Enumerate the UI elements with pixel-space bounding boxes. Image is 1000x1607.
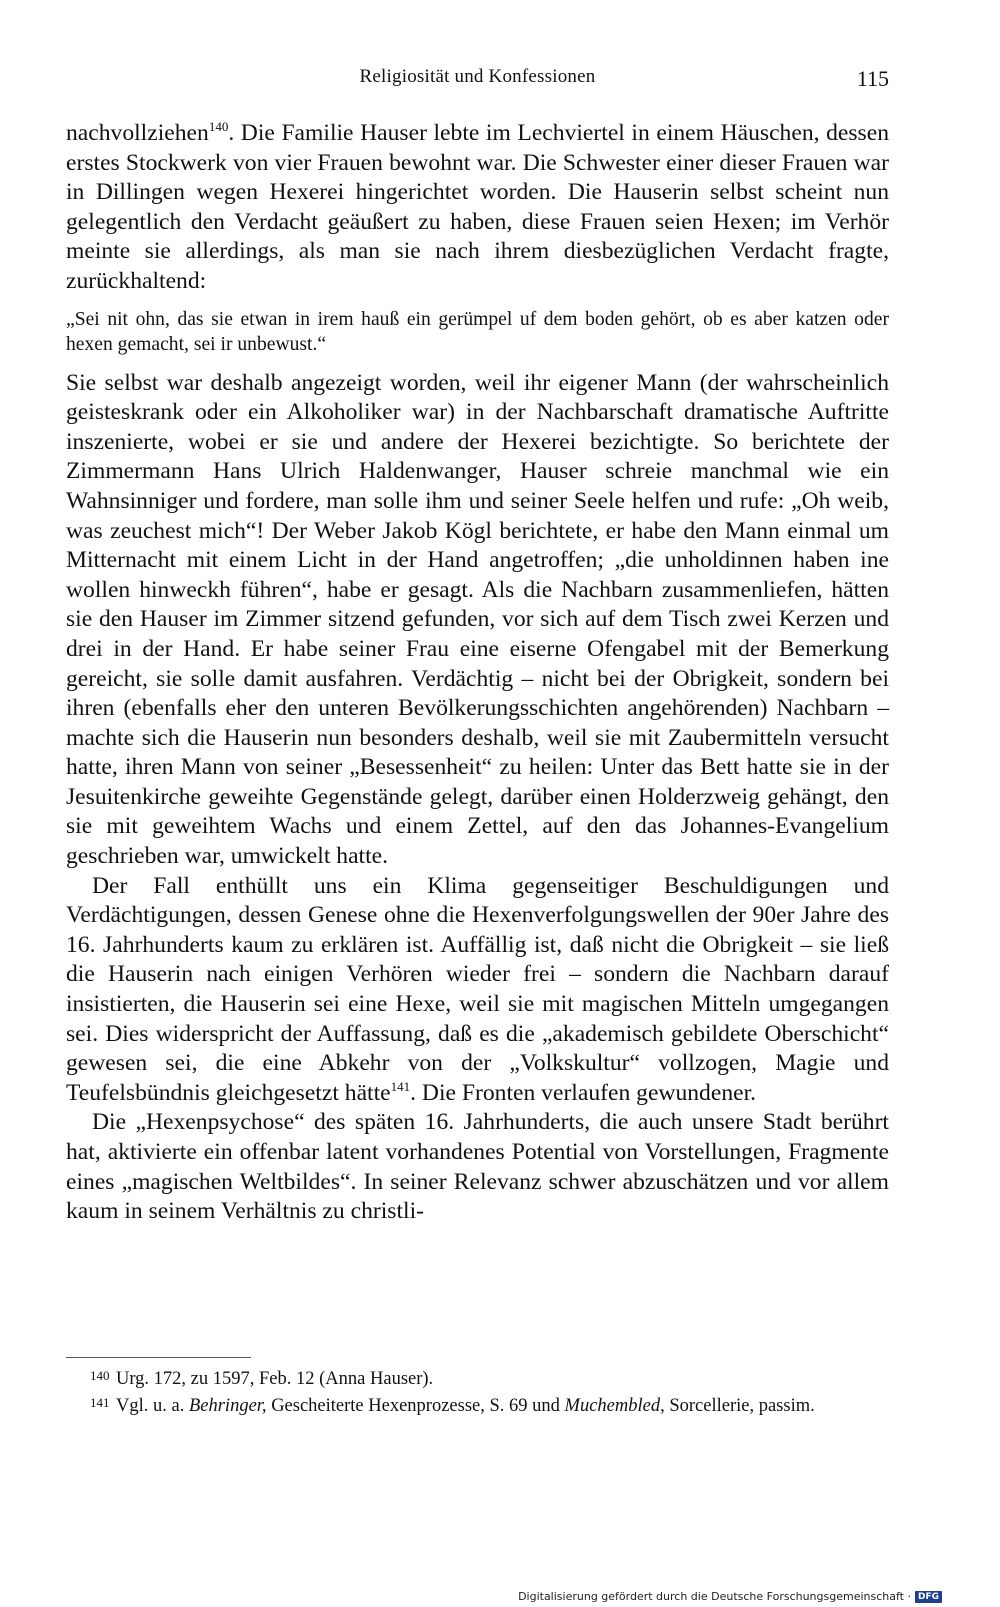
footnote-author-muchembled: Muchembled, bbox=[564, 1396, 665, 1416]
block-quote: „Sei nit ohn, das sie etwan in irem hauß ein gerümpel uf dem boden gehört, ob es aber katzen oder hexen gemacht, sei ir unbewust.“ bbox=[66, 308, 889, 355]
footnote-ref-140[interactable]: 140 bbox=[208, 119, 229, 135]
credit-text: Digitalisierung gefördert durch die Deutsche Forschungsgemeinschaft · bbox=[518, 1590, 911, 1603]
paragraph-1-rest: . Die Familie Hauser lebte im Lechviertel in einem Häuschen, dessen erstes Stockwerk von vier Frauen bewohnt war. Die Schwester einer dieser Frauen war in Dillingen wegen Hexerei hingerichtet worden. Die Hauserin selbst scheint nun gelegentlich den Verdacht geäußert zu haben, diese Frauen seien Hexen; im Verhör meinte sie allerdings, als man sie nach ihrem diesbezüglichen Verdacht fragte, zurückhaltend: bbox=[66, 120, 889, 294]
digitization-credit bbox=[518, 1590, 942, 1603]
paragraph-3-rest: . Die Fronten verlaufen gewundener. bbox=[410, 1079, 757, 1106]
footnote-text-141-b: Gescheiterte Hexenprozesse, S. 69 und bbox=[266, 1396, 565, 1416]
footnotes bbox=[66, 1364, 889, 1418]
footnote-number-141: 141 bbox=[90, 1395, 110, 1410]
footnote-140 bbox=[66, 1364, 889, 1391]
page-number: 115 bbox=[856, 66, 889, 91]
footnote-text-141-a: Vgl. u. a. bbox=[116, 1396, 189, 1416]
paragraph-2: Sie selbst war deshalb angezeigt worden, weil ihr eigener Mann (der wahrscheinlich geisteskrank oder ein Alkoholiker war) in der Nachbarschaft dramatische Auftritte inszenierte, wobei er sie und andere der Hexerei bezichtigte. So berichtete der Zimmermann Hans Ulrich Haldenwanger, Hauser schreie manchmal wie ein Wahnsinniger und fordere, man solle ihm und seiner Seele helfen und rufe: „Oh weib, was zeuchest mich“! Der Weber Jakob Kögl berichtete, er habe den Mann einmal um Mitternacht mit einem Licht in der Hand angetroffen; „die unholdinnen haben ine wollen hinweckh führen“, habe er gesagt. Als die Nachbarn zusammenliefen, hätten sie den Hauser im Zimmer sitzend gefunden, vor sich auf dem Tisch zwei Kerzen und drei in der Hand. Er habe seiner Frau eine eiserne Ofengabel mit der Bemerkung gereicht, sie solle damit ausfahren. Verdächtig – nicht bei der Obrigkeit, sondern bei ihren (ebenfalls eher den unteren Bevölkerungsschichten angehörenden) Nachbarn – machte sich die Hauserin nun besonders deshalb, weil sie mit Zaubermitteln versucht hatte, ihren Mann von seiner „Besessenheit“ zu heilen: Unter das Bett hatte sie in der Jesuitenkirche geweihte Gegenstände gelegt, darüber einen Holderzweig gehängt, den sie mit geweihtem Wachs und einem Zettel, auf den das Johannes-Evangelium geschrieben war, umwickelt hatte. bbox=[66, 369, 889, 870]
page-header bbox=[66, 66, 889, 96]
footnote-separator bbox=[66, 1357, 251, 1358]
footnote-text-141-c: Sorcellerie, passim. bbox=[664, 1396, 815, 1416]
dfg-logo-icon: DFG bbox=[915, 1591, 942, 1603]
running-title: Religiosität und Konfessionen bbox=[359, 66, 596, 87]
footnote-number-140: 140 bbox=[90, 1368, 110, 1383]
footnote-author-behringer: Behringer, bbox=[188, 1396, 267, 1416]
footnote-text-140: Urg. 172, zu 1597, Feb. 12 (Anna Hauser). bbox=[116, 1369, 434, 1389]
paragraph-1 bbox=[66, 119, 889, 297]
paragraph-3 bbox=[66, 872, 889, 1109]
paragraph-4: Die „Hexenpsychose“ des späten 16. Jahrhunderts, die auch unsere Stadt berührt hat, aktivierte ein offenbar latent vorhandenes Potential von Vorstellungen, Fragmente eines „magischen Weltbildes“. In seiner Relevanz schwer abzuschätzen und vor allem kaum in seinem Verhältnis zu christli- bbox=[66, 1109, 889, 1225]
footnote-141 bbox=[66, 1391, 889, 1418]
body-text bbox=[66, 119, 889, 1227]
paragraph-3-start: Der Fall enthüllt uns ein Klima gegenseitiger Beschuldigungen und Verdächtigungen, dessen Genese ohne die Hexenverfolgungswellen der 90er Jahre des 16. Jahrhunderts kaum zu erklären ist. Auffällig ist, daß nicht die Obrigkeit – sie ließ die Hauserin nach einigen Verhören wieder frei – sondern die Nachbarn darauf insistierten, die Hauserin sei eine Hexe, weil sie mit magischen Mitteln umgegangen sei. Dies widerspricht der Auffassung, daß es die „akademisch gebildete Oberschicht“ gewesen sei, die eine Abkehr von der „Volkskultur“ vollzogen, Magie und Teufelsbündnis gleichgesetzt hätte bbox=[66, 872, 889, 1106]
paragraph-1-start: nachvollziehen bbox=[66, 120, 209, 146]
footnote-ref-141[interactable]: 141 bbox=[390, 1078, 411, 1094]
